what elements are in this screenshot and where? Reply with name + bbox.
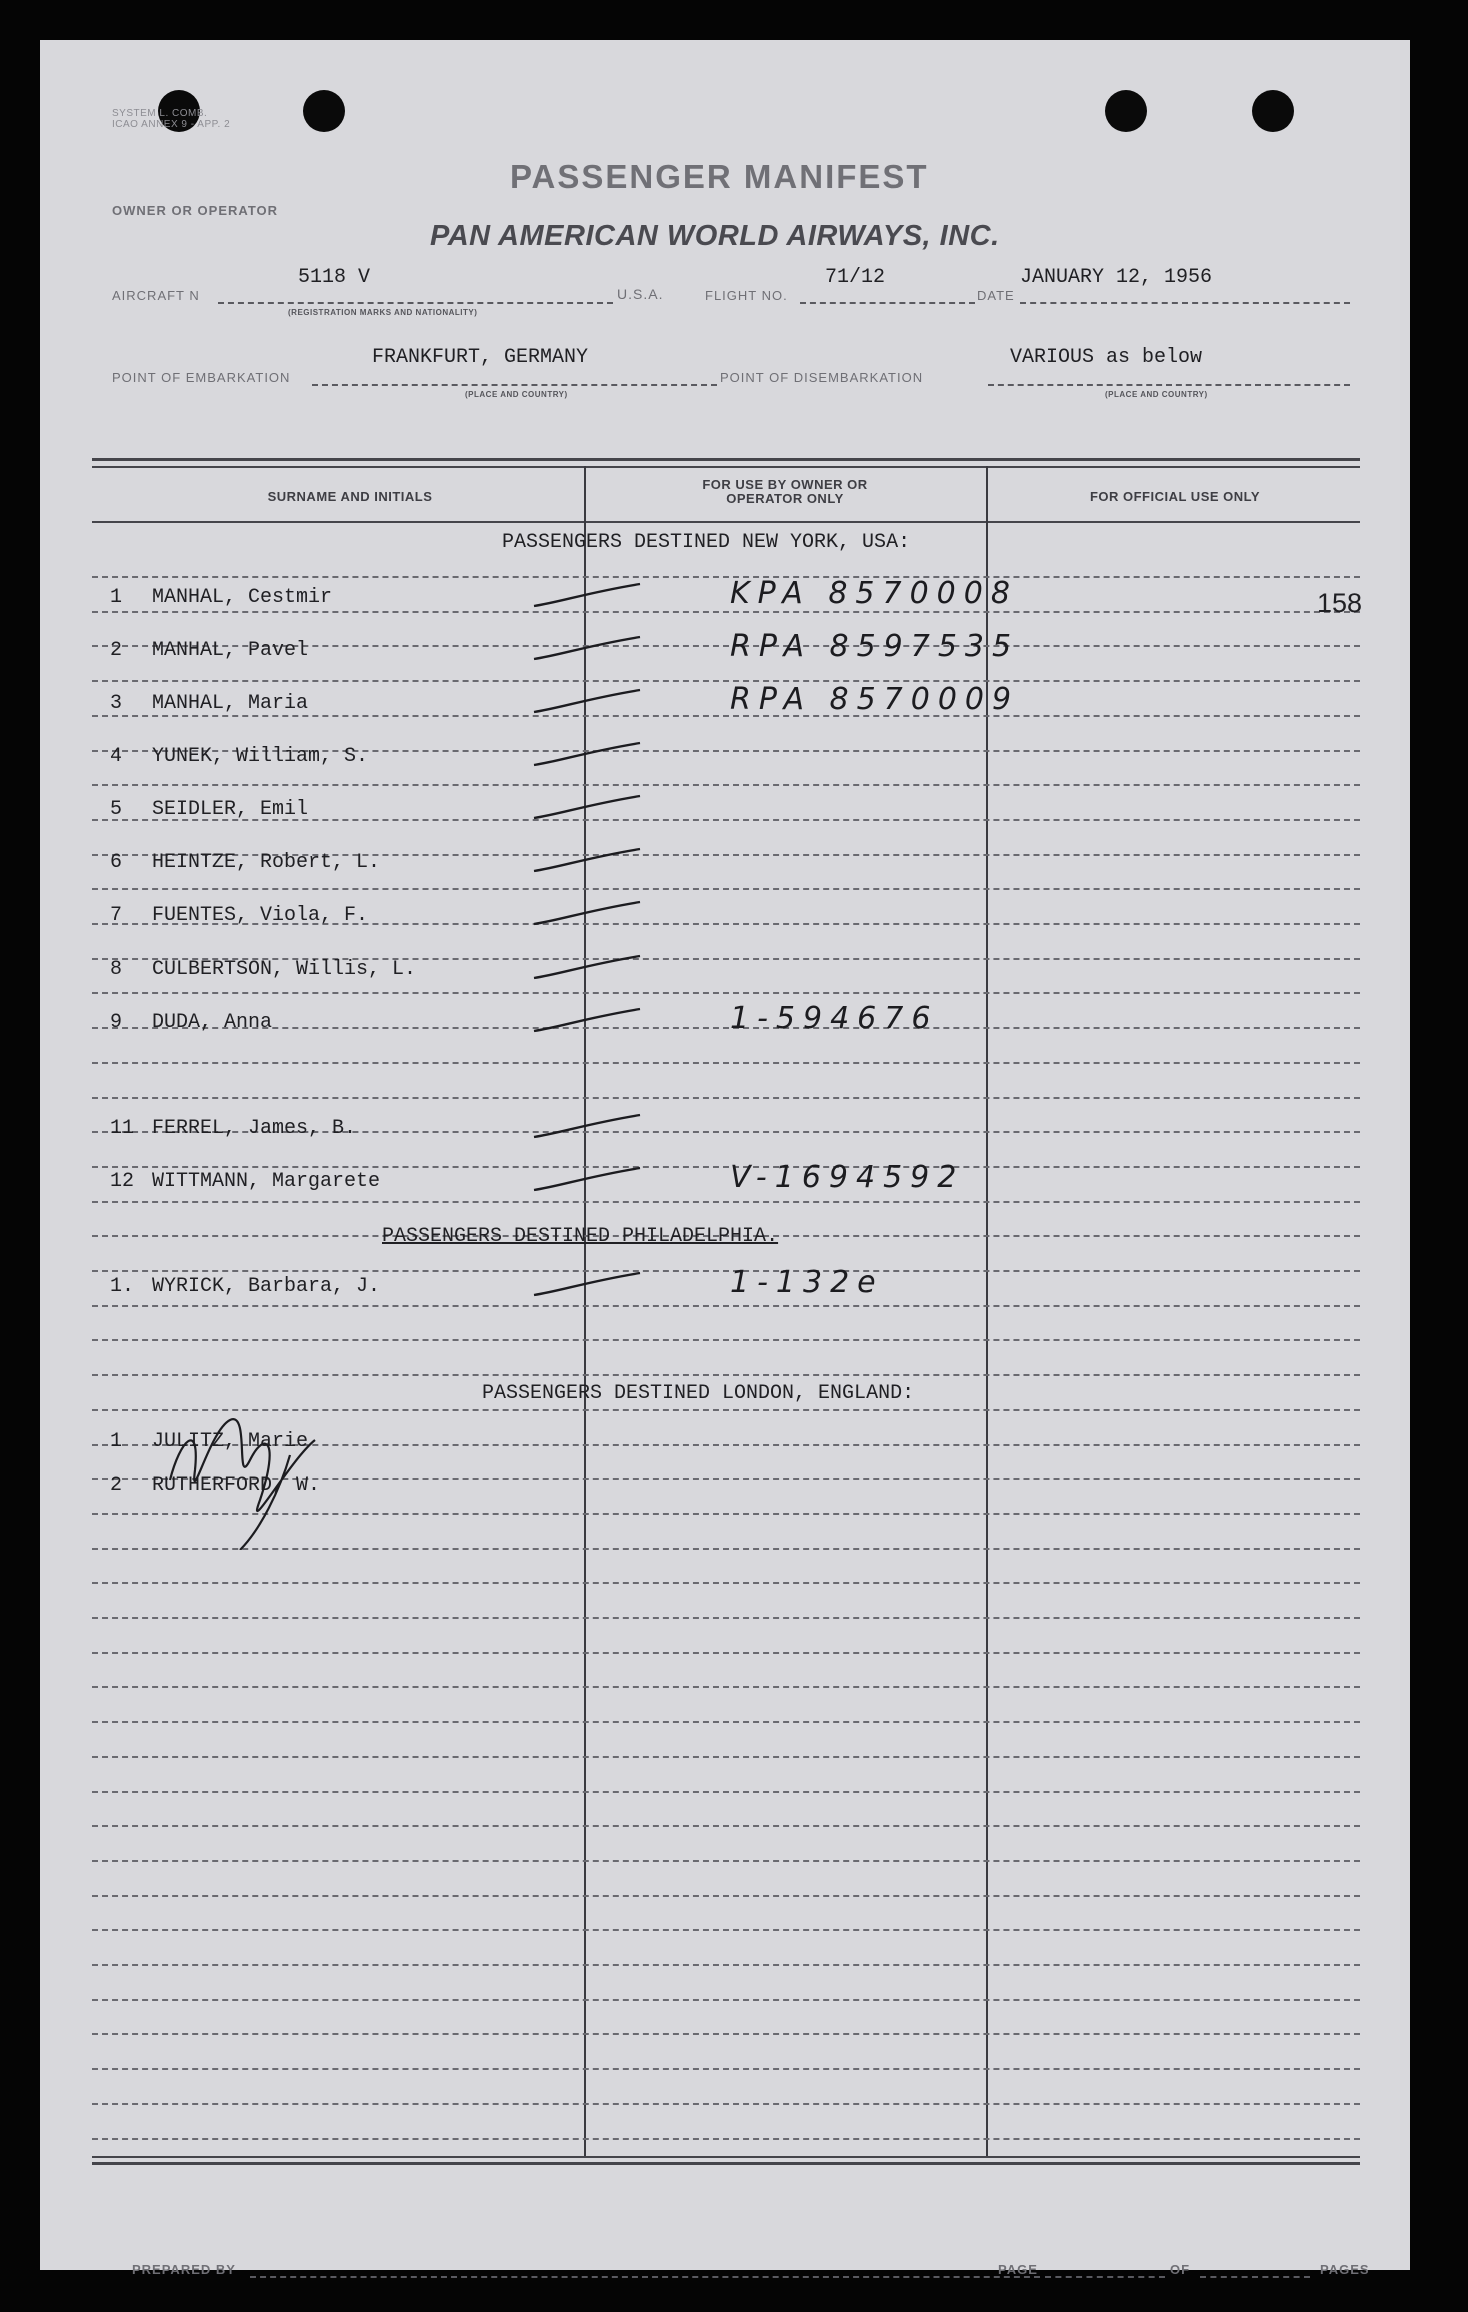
form-title: PASSENGER MANIFEST	[510, 158, 929, 195]
owner-label: OWNER OR OPERATOR	[112, 203, 279, 218]
embarkation-value: FRANKFURT, GERMANY	[372, 346, 589, 369]
row-rule	[92, 2068, 1360, 2070]
passenger-number: 5	[110, 798, 123, 821]
document-number: 1-132e	[730, 1265, 884, 1300]
row-rule	[92, 1617, 1360, 1619]
row-rule	[92, 680, 1360, 682]
row-rule	[92, 1652, 1360, 1654]
check-mark	[530, 633, 650, 669]
approval-stamp	[112, 108, 230, 130]
handwritten-scribble	[140, 1400, 360, 1550]
approval-line-2: ICAO ANNEX 9 - APP. 2	[112, 119, 231, 130]
date-underline	[1020, 302, 1350, 304]
flight-underline	[800, 302, 975, 304]
row-rule	[92, 1270, 1360, 1272]
row-rule	[92, 1582, 1360, 1584]
passenger-number: 9	[110, 1011, 123, 1034]
row-rule	[92, 1027, 1360, 1029]
check-mark	[530, 792, 650, 828]
row-rule	[92, 1860, 1360, 1862]
disembarkation-underline	[988, 384, 1350, 386]
disembarkation-label: POINT OF DISEMBARKATION	[720, 370, 924, 385]
approval-line-1: SYSTEM L. COMB.	[112, 108, 208, 119]
passenger-name: SEIDLER, Emil	[152, 798, 309, 821]
passenger-number: 1	[110, 1430, 123, 1453]
embarkation-note: (PLACE AND COUNTRY)	[465, 390, 568, 399]
disembarkation-note: (PLACE AND COUNTRY)	[1105, 390, 1208, 399]
passenger-name: FERREL, James, B.	[152, 1117, 357, 1140]
passenger-name: YUNEK, William, S.	[152, 745, 369, 768]
passenger-number: 12	[110, 1170, 135, 1193]
passenger-number: 2	[110, 1474, 123, 1497]
passenger-name: MANHAL, Pavel	[152, 639, 309, 662]
registration-note: (REGISTRATION MARKS AND NATIONALITY)	[288, 308, 478, 317]
section-london: PASSENGERS DESTINED LONDON, ENGLAND:	[482, 1382, 915, 1405]
table-top-rule	[92, 458, 1360, 461]
passenger-number: 7	[110, 904, 123, 927]
row-rule	[92, 992, 1360, 994]
row-rule	[92, 1201, 1360, 1203]
usa-label: U.S.A.	[617, 286, 664, 302]
row-rule	[92, 1686, 1360, 1688]
punch-hole-4	[1252, 90, 1294, 132]
document-number: KPA 8570008	[730, 576, 1018, 611]
row-rule	[92, 1999, 1360, 2001]
company-name: PAN AMERICAN WORLD AIRWAYS, INC.	[430, 220, 1000, 252]
section-philadelphia: PASSENGERS DESTINED PHILADELPHIA.	[382, 1225, 779, 1248]
row-rule	[92, 784, 1360, 786]
aircraft-value: 5118 V	[298, 266, 371, 289]
section-new-york: PASSENGERS DESTINED NEW YORK, USA:	[502, 531, 911, 554]
row-rule	[92, 2033, 1360, 2035]
document-number: 1-594676	[730, 1001, 939, 1036]
check-mark	[530, 580, 650, 616]
passenger-name: CULBERTSON, Willis, L.	[152, 958, 417, 981]
passenger-number: 6	[110, 851, 123, 874]
row-rule	[92, 715, 1360, 717]
of-label: OF	[1170, 2262, 1191, 2277]
document-number: RPA 8597535	[730, 629, 1020, 664]
row-rule	[92, 1964, 1360, 1966]
embarkation-underline	[312, 384, 717, 386]
check-mark	[530, 1164, 650, 1200]
row-rule	[92, 1756, 1360, 1758]
row-rule	[92, 1895, 1360, 1897]
embarkation-label: POINT OF EMBARKATION	[112, 370, 291, 385]
check-mark	[530, 898, 650, 934]
row-rule	[92, 888, 1360, 890]
row-rule	[92, 1374, 1360, 1376]
pages-label: PAGES	[1320, 2262, 1370, 2277]
row-rule	[92, 1097, 1360, 1099]
passenger-name: RUTHERFORD, W.	[152, 1474, 321, 1497]
column-header-official: FOR OFFICIAL USE ONLY	[1089, 489, 1261, 504]
row-rule	[92, 1166, 1360, 1168]
check-mark	[530, 686, 650, 722]
row-rule	[92, 1825, 1360, 1827]
check-mark	[530, 1111, 650, 1147]
check-mark	[530, 1269, 650, 1305]
row-rule	[92, 611, 1360, 613]
passenger-number: 4	[110, 745, 123, 768]
column-header-surname: SURNAME AND INITIALS	[267, 489, 433, 504]
document-number: RPA 8570009	[730, 682, 1020, 717]
row-rule	[92, 2138, 1360, 2140]
row-rule	[92, 1305, 1360, 1307]
check-mark	[530, 739, 650, 775]
check-mark	[530, 845, 650, 881]
row-rule	[92, 1339, 1360, 1341]
passenger-number: 11	[110, 1117, 135, 1140]
passenger-number: 8	[110, 958, 123, 981]
passenger-name: DUDA, Anna	[152, 1011, 273, 1034]
passenger-name: JULITZ, Marie	[152, 1430, 309, 1453]
passenger-number: 2	[110, 639, 123, 662]
punch-hole-2	[303, 90, 345, 132]
passenger-name: MANHAL, Cestmir	[152, 586, 333, 609]
column-header-owner-use: FOR USE BY OWNER OR OPERATOR ONLY	[702, 477, 868, 506]
row-rule	[92, 2103, 1360, 2105]
check-mark	[530, 1005, 650, 1041]
disembarkation-value: VARIOUS as below	[1010, 346, 1203, 369]
row-rule	[92, 576, 1360, 578]
of-underline	[1200, 2276, 1310, 2278]
document-number: V-1694592	[730, 1160, 965, 1195]
row-rule	[92, 1062, 1360, 1064]
table-bottom-rule-2	[92, 2162, 1360, 2165]
table-bottom-rule	[92, 2156, 1360, 2158]
date-label: DATE	[977, 288, 1015, 303]
column-divider-2	[986, 466, 988, 2156]
aircraft-label: AIRCRAFT N	[112, 288, 200, 303]
table-top-rule-2	[92, 466, 1360, 468]
passenger-name: MANHAL, Maria	[152, 692, 309, 715]
passenger-name: FUENTES, Viola, F.	[152, 904, 369, 927]
page-number: 158	[1317, 588, 1363, 618]
punch-hole-3	[1105, 90, 1147, 132]
passenger-number: 3	[110, 692, 123, 715]
date-value: JANUARY 12, 1956	[1020, 266, 1213, 289]
flight-label: FLIGHT NO.	[705, 288, 788, 303]
check-mark	[530, 952, 650, 988]
row-rule	[92, 1791, 1360, 1793]
passenger-name: HEINTZE, Robert, L.	[152, 851, 381, 874]
passenger-number: 1	[110, 586, 123, 609]
page-label: PAGE	[998, 2262, 1038, 2277]
aircraft-underline	[218, 302, 613, 304]
prepared-by-label: PREPARED BY	[132, 2262, 236, 2277]
flight-value: 71/12	[825, 266, 886, 289]
manifest-sheet	[40, 40, 1410, 2277]
header-bottom-rule	[92, 521, 1360, 523]
passenger-name: WYRICK, Barbara, J.	[152, 1275, 381, 1298]
row-rule	[92, 1721, 1360, 1723]
passenger-number: 1.	[110, 1275, 135, 1298]
passenger-name: WITTMANN, Margarete	[152, 1170, 381, 1193]
row-rule	[92, 1929, 1360, 1931]
page-underline	[1045, 2276, 1165, 2278]
prepared-by-underline	[250, 2276, 1040, 2278]
